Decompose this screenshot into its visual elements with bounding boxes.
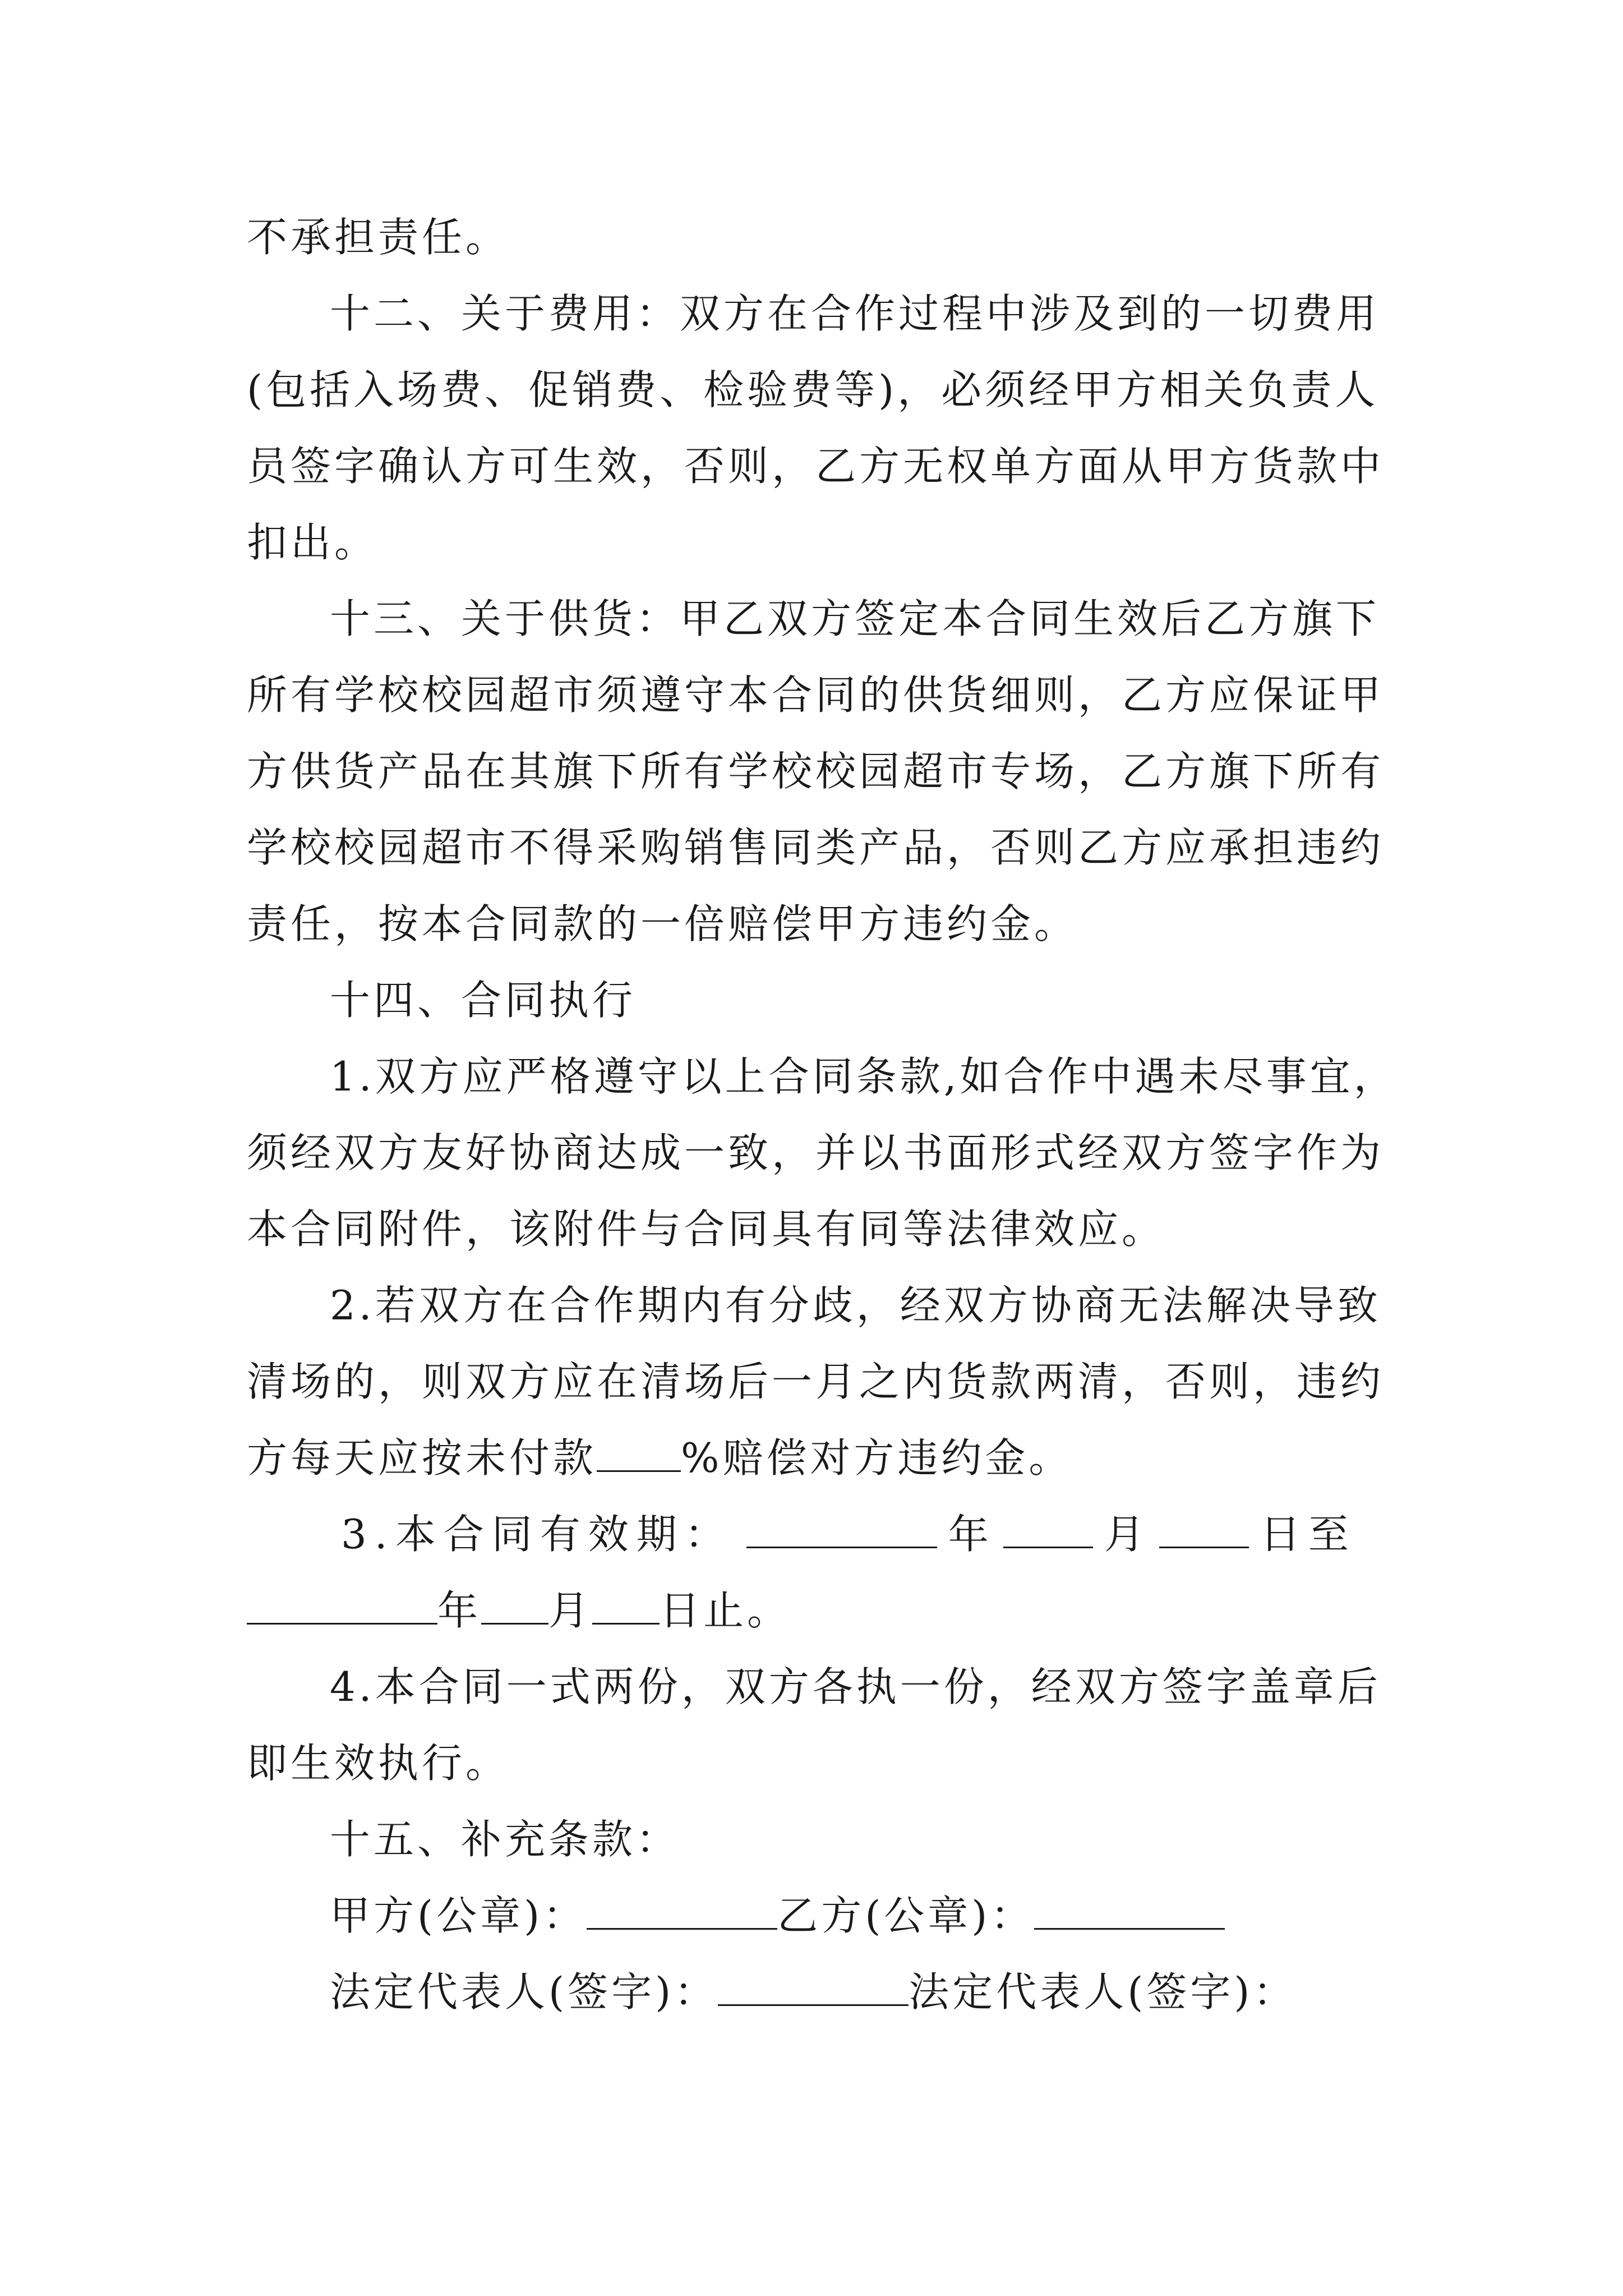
clause-14-item-2: 2.若双方在合作期内有分歧，经双方协商无法解决导致	[330, 1282, 1381, 1329]
end-month-blank[interactable]	[481, 1588, 548, 1625]
clause-15-heading: 十五、补充条款：	[330, 1816, 680, 1863]
penalty-percent-blank[interactable]	[597, 1435, 681, 1472]
clause-13-heading: 十三、关于供货：甲乙双方签定本合同生效后乙方旗下	[330, 595, 1380, 642]
text-fragment: 3.本合同有效期：	[341, 1511, 733, 1558]
text-line: 所有学校校园超市须遵守本合同的供货细则，乙方应保证甲	[247, 671, 1385, 719]
start-year-blank[interactable]	[746, 1512, 937, 1548]
signature-line	[247, 1954, 1385, 2030]
seal-line	[247, 1878, 1385, 1954]
party-a-rep-blank[interactable]	[718, 1970, 909, 2006]
text-line: (包括入场费、促销费、检验费等)，必须经甲方相关负责人	[247, 366, 1379, 413]
text-fragment: 月	[1104, 1511, 1152, 1558]
start-month-blank[interactable]	[1003, 1512, 1093, 1548]
text-line: 员签字确认方可生效，否则，乙方无权单方面从甲方货款中	[247, 443, 1385, 490]
text-fragment: 年	[948, 1511, 997, 1558]
start-day-blank[interactable]	[1159, 1512, 1249, 1548]
text-fragment: 日止。	[660, 1587, 791, 1634]
party-a-seal-label: 甲方(公章)：	[330, 1892, 587, 1939]
text-fragment: 方每天应按未付款	[247, 1434, 597, 1481]
party-a-rep-label: 法定代表人(签字)：	[330, 1968, 718, 2016]
text-fragment: 年	[437, 1587, 482, 1634]
validity-line	[247, 1496, 1385, 1572]
end-year-blank[interactable]	[247, 1588, 437, 1625]
party-b-rep-label: 法定代表人(签字)：	[909, 1968, 1297, 2016]
text-line: 即生效执行。	[247, 1740, 510, 1787]
document-page	[247, 199, 1398, 2030]
party-b-seal-blank[interactable]	[1034, 1893, 1225, 1930]
penalty-line	[247, 1420, 1385, 1496]
text-line: 清场的，则双方应在清场后一月之内货款两清，否则，违约	[247, 1358, 1385, 1405]
clause-12-heading: 十二、关于费用：双方在合作过程中涉及到的一切费用	[330, 290, 1380, 337]
party-b-seal-label: 乙方(公章)：	[777, 1892, 1035, 1939]
text-line: 本合同附件，该附件与合同具有同等法律效应。	[247, 1205, 1166, 1253]
text-line: 责任，按本合同款的一倍赔偿甲方违约金。	[247, 900, 1078, 947]
text-line: 不承担责任。	[247, 214, 510, 261]
text-line: 扣出。	[247, 519, 379, 566]
clause-14-heading: 十四、合同执行	[330, 977, 637, 1024]
text-fragment: 月	[548, 1587, 593, 1634]
clause-14-item-4: 4.本合同一式两份，双方各执一份，经双方签字盖章后	[330, 1663, 1381, 1710]
text-fragment: 日至	[1260, 1511, 1357, 1558]
text-line: 须经双方友好协商达成一致，并以书面形式经双方签字作为	[247, 1129, 1385, 1176]
text-line: 学校校园超市不得采购销售同类产品，否则乙方应承担违约	[247, 824, 1385, 871]
validity-end-line	[247, 1572, 1385, 1649]
end-day-blank[interactable]	[592, 1588, 660, 1625]
text-line: 方供货产品在其旗下所有学校校园超市专场，乙方旗下所有	[247, 748, 1385, 795]
clause-14-item-1: 1.双方应严格遵守以上合同条款,如合作中遇未尽事宜，	[330, 1053, 1398, 1100]
party-a-seal-blank[interactable]	[587, 1893, 777, 1930]
text-fragment: %赔偿对方违约金。	[681, 1434, 1073, 1481]
